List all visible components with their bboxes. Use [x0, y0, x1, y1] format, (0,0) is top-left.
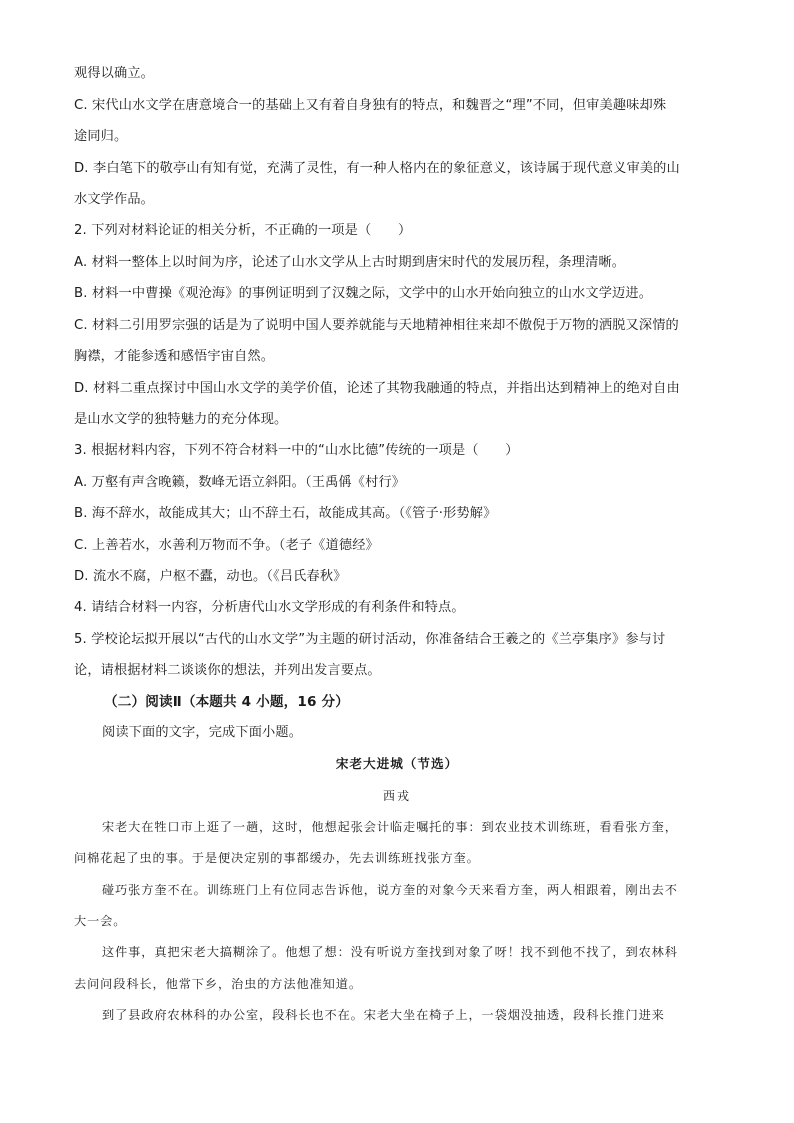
question-4: 4. 请结合材料一内容，分析唐代山水文学形成的有利条件和特点。: [74, 600, 465, 615]
q2-option-c-continuation: 胸襟，才能参透和感悟宇宙自然。: [74, 349, 275, 364]
q3-option-c: C. 上善若水，水善利万物而不争。（老子《道德经》: [74, 538, 379, 553]
question-5: 5. 学校论坛拟开展以“古代的山水文学”为主题的研讨活动，你准备结合王羲之的《兰亭集序》参与讨: [74, 632, 666, 647]
q2-option-a: A. 材料一整体上以时间为序，论述了山水文学从上古时期到唐宋时代的发展历程，条理清晰。: [74, 255, 626, 270]
question-2-stem: 2. 下列对材料论证的相关分析，不正确的一项是（ ）: [74, 223, 412, 238]
q3-option-a: A. 万壑有声含晚籁，数峰无语立斜阳。（王禹偁《村行》: [74, 475, 406, 490]
q1-option-d-continuation: 水文学作品。: [74, 192, 155, 207]
q3-option-d: D. 流水不腐，户枢不蠹，动也。（《吕氏春秋》: [74, 569, 347, 584]
story-paragraph-4: 到了县政府农林科的办公室，段科长也不在。宋老大坐在椅子上，一袋烟没抽透，段科长推门进来: [102, 1008, 665, 1022]
q2-option-d: D. 材料二重点探讨中国山水文学的美学价值，论述了其物我融通的特点，并指出达到精神上的绝对自由: [74, 381, 680, 396]
story-title: 宋老大进城（节选）: [335, 756, 459, 771]
question-3-stem: 3. 根据材料内容，下列不符合材料一中的“山水比德”传统的一项是（ ）: [74, 443, 519, 458]
q3-option-b: B. 海不辞水，故能成其大；山不辞土石，故能成其高。（《管子·形势解》: [74, 506, 497, 521]
q2-option-d-continuation: 是山水文学的独特魅力的充分体现。: [74, 412, 288, 427]
q2-option-b: B. 材料一中曹操《观沧海》的事例证明到了汉魏之际，文学中的山水开始向独立的山水文学迈进。: [74, 286, 653, 301]
section-heading: （二）阅读Ⅱ（本题共 4 小题，16 分）: [104, 694, 349, 710]
story-paragraph-3-continuation: 去问问段科长，他常下乡，治虫的方法他准知道。: [74, 977, 362, 991]
question-5-continuation: 论，请根据材料二谈谈你的想法，并列出发言要点。: [74, 663, 381, 678]
reading-instruction: 阅读下面的文字，完成下面小题。: [102, 725, 303, 740]
q1-option-c-continuation: 途同归。: [74, 129, 128, 144]
q1-option-c: C. 宋代山水文学在唐意境合一的基础上又有着自身独有的特点，和魏晋之“理”不同，但审美趣味却殊: [74, 98, 667, 113]
option-b-continuation: 观得以确立。: [74, 66, 155, 81]
story-author: 西戎: [382, 789, 411, 803]
q2-option-c: C. 材料二引用罗宗强的话是为了说明中国人要养就能与天地精神相往来却不傲倪于万物的洒脱又深情的: [74, 318, 679, 333]
story-paragraph-2-continuation: 大一会。: [74, 914, 127, 928]
story-paragraph-1: 宋老大在牲口市上逛了一趟，这时，他想起张会计临走嘱托的事：到农业技术训练班，看看张方奎，: [102, 820, 678, 834]
story-paragraph-3: 这件事，真把宋老大搞糊涂了。他想了想：没有听说方奎找到对象了呀！找不到他不找了，到农林科: [102, 945, 678, 959]
q1-option-d: D. 李白笔下的敬亭山有知有觉，充满了灵性，有一种人格内在的象征意义，该诗属于现代意义审美的山: [74, 161, 680, 176]
story-paragraph-2: 碰巧张方奎不在。训练班门上有位同志告诉他，说方奎的对象今天来看方奎，两人相跟着，刚出去不: [102, 883, 678, 897]
story-paragraph-1-continuation: 问棉花起了虫的事。于是便决定别的事都缓办，先去训练班找张方奎。: [74, 851, 480, 865]
